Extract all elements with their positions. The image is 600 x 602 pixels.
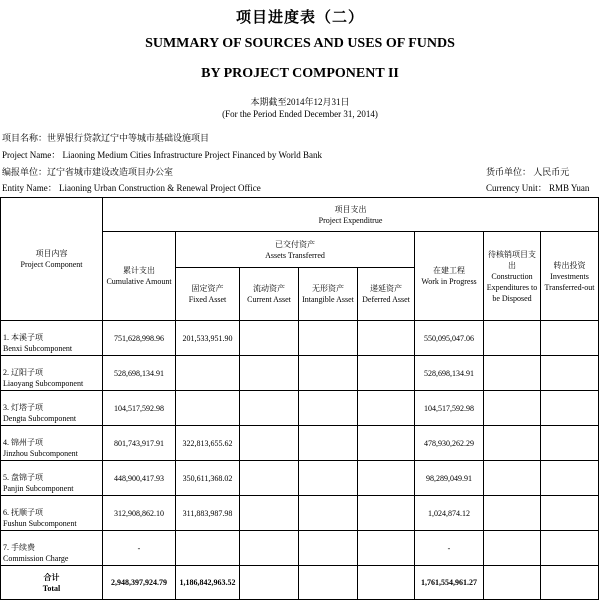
current-asset-cell [240,496,299,531]
deferred-asset-header-en: Deferred Asset [362,295,410,304]
row-label-cn: 7. 手续费 [3,543,35,552]
deferred-asset-cell [358,496,415,531]
currency-en: Currency Unit： RMB Yuan [486,183,590,193]
disposed-cell [484,461,541,496]
intangible-asset-header-cn: 无形资产 [312,284,344,293]
table-row [1,391,599,426]
investments-header-cn: 转出投资 [553,260,586,270]
row-label-en: Dengta Subcomponent [3,414,77,423]
total-row [1,566,599,600]
row-label [1,426,103,461]
period-en: (For the Period Ended December 31, 2014) [222,109,378,119]
assets-transferred-header [176,232,415,268]
intangible-asset-cell [299,356,358,391]
wip-cell: 478,930,262.29 [415,426,484,461]
cumulative-cell: 448,900,417.93 [103,461,176,496]
total-disposed-cell [484,566,541,600]
intangible-asset-cell [299,461,358,496]
investments-header-en: Investments Transferred-out [544,271,595,292]
cumulative-cell: 528,698,134.91 [103,356,176,391]
total-label [1,566,103,600]
cumulative-cell: 801,743,917.91 [103,426,176,461]
title-en-line1: SUMMARY OF SOURCES AND USES OF FUNDS [145,36,455,51]
current-asset-header-cn: 流动资产 [253,284,285,293]
total-wip-cell: 1,761,554,961.27 [415,566,484,600]
component-header-cn: 项目内容 [35,249,68,258]
total-deferred-asset-cell [358,566,415,600]
cumulative-header [103,232,176,321]
deferred-asset-cell [358,356,415,391]
row-label [1,496,103,531]
wip-cell: 528,698,134.91 [415,356,484,391]
row-label [1,531,103,566]
row-label [1,356,103,391]
disposed-cell [484,391,541,426]
row-label-en: Jinzhou Subcomponent [3,449,78,458]
currency-cn: 货币单位： 人民币元 [486,167,570,177]
progress-table [0,197,599,600]
total-investments-cell [541,566,599,600]
table-row [1,496,599,531]
current-asset-cell [240,321,299,356]
disposed-cell [484,496,541,531]
component-header [1,198,103,321]
fixed-asset-cell: 201,533,951.90 [176,321,240,356]
deferred-asset-cell [358,461,415,496]
investments-header [541,232,599,321]
disposed-cell [484,321,541,356]
wip-cell: - [415,531,484,566]
deferred-asset-header-cn: 递延资产 [370,284,402,293]
row-label-en: Fushun Subcomponent [3,519,77,528]
table-row [1,531,599,566]
cumulative-cell: 751,628,998.96 [103,321,176,356]
fixed-asset-cell [176,531,240,566]
fixed-asset-header-cn: 固定资产 [191,284,224,293]
row-label [1,461,103,496]
disposed-header-en: Construction Expenditures to be Disposed [486,271,538,303]
wip-cell: 98,289,049.91 [415,461,484,496]
cumulative-cell: - [103,531,176,566]
deferred-asset-cell [358,531,415,566]
wip-header-en: Work in Progress [421,277,477,286]
investments-cell [541,461,599,496]
expenditure-header-cn: 项目支出 [334,204,367,214]
deferred-asset-cell [358,321,415,356]
total-current-asset-cell [240,566,299,600]
fixed-asset-cell: 311,883,987.98 [176,496,240,531]
current-asset-cell [240,531,299,566]
fixed-asset-header-en: Fixed Asset [188,295,227,304]
row-label-cn: 1. 本溪子项 [3,333,43,342]
row-label-en: Commission Charge [3,554,69,563]
table-row [1,321,599,356]
cumulative-header-en: Cumulative Amount [106,277,172,286]
table-row [1,356,599,391]
wip-header-cn: 在建工程 [433,266,465,275]
title-en-line2: BY PROJECT COMPONENT II [201,66,399,81]
component-header-en: Project Component [20,260,83,269]
cumulative-cell: 312,908,862.10 [103,496,176,531]
cumulative-header-cn: 累计支出 [123,266,155,275]
project-name-en: Project Name： Liaoning Medium Cities Infrastructure Project Financed by World Bank [2,150,323,160]
total-intangible-asset-cell [299,566,358,600]
wip-cell: 1,024,874.12 [415,496,484,531]
disposed-header [484,232,541,321]
deferred-asset-cell [358,391,415,426]
expenditure-header [103,198,599,232]
expenditure-header-en: Project Expenditrue [318,215,383,225]
disposed-header-cn: 待核销项目支出 [488,249,536,270]
entity-name-en: Entity Name： Liaoning Urban Construction & Renewal Project Office [2,183,261,193]
intangible-asset-cell [299,321,358,356]
row-label-cn: 6. 抚顺子项 [3,508,43,517]
deferred-asset-cell [358,426,415,461]
table-row [1,426,599,461]
row-label-cn: 3. 灯塔子项 [3,403,43,412]
title-cn: 项目进度表（二） [235,10,364,26]
row-label-cn: 4. 锦州子项 [3,438,43,447]
current-asset-cell [240,461,299,496]
period-cn: 本期截至2014年12月31日 [250,97,350,107]
intangible-asset-cell [299,426,358,461]
wip-cell: 104,517,592.98 [415,391,484,426]
current-asset-cell [240,391,299,426]
fixed-asset-cell [176,356,240,391]
entity-name-cn: 编报单位：辽宁省城市建设改造项目办公室 [2,167,174,177]
intangible-asset-cell [299,531,358,566]
row-label-cn: 5. 盘锦子项 [3,473,43,482]
current-asset-cell [240,356,299,391]
investments-cell [541,496,599,531]
row-label-en: Benxi Subcomponent [3,344,73,353]
investments-cell [541,391,599,426]
investments-cell [541,321,599,356]
fixed-asset-cell: 350,611,368.02 [176,461,240,496]
total-label-en: Total [42,583,61,593]
fixed-asset-cell [176,391,240,426]
row-label-cn: 2. 辽阳子项 [3,368,43,377]
table-row [1,461,599,496]
intangible-asset-cell [299,496,358,531]
total-label-cn: 合计 [43,572,60,582]
deferred-asset-header [358,268,415,321]
row-label [1,391,103,426]
current-asset-header-en: Current Asset [247,295,291,304]
total-fixed-asset-cell: 1,186,842,963.52 [176,566,240,600]
intangible-asset-header-en: Intangible Asset [302,295,354,304]
assets-header-en: Assets Transferred [265,250,325,260]
row-label-en: Panjin Subcomponent [3,484,74,493]
investments-cell [541,531,599,566]
assets-header-cn: 已交付资产 [275,239,315,249]
investments-cell [541,426,599,461]
disposed-cell [484,531,541,566]
row-label [1,321,103,356]
investments-cell [541,356,599,391]
disposed-cell [484,356,541,391]
project-name-cn: 项目名称：世界银行贷款辽宁中等城市基础设施项目 [2,133,210,143]
wip-cell: 550,095,047.06 [415,321,484,356]
current-asset-header [240,268,299,321]
wip-header [415,232,484,321]
current-asset-cell [240,426,299,461]
fixed-asset-cell: 322,813,655.62 [176,426,240,461]
row-label-en: Liaoyang Subcomponent [3,379,84,388]
intangible-asset-header [299,268,358,321]
fixed-asset-header [176,268,240,321]
intangible-asset-cell [299,391,358,426]
cumulative-cell: 104,517,592.98 [103,391,176,426]
total-cumulative-cell: 2,948,397,924.79 [103,566,176,600]
disposed-cell [484,426,541,461]
